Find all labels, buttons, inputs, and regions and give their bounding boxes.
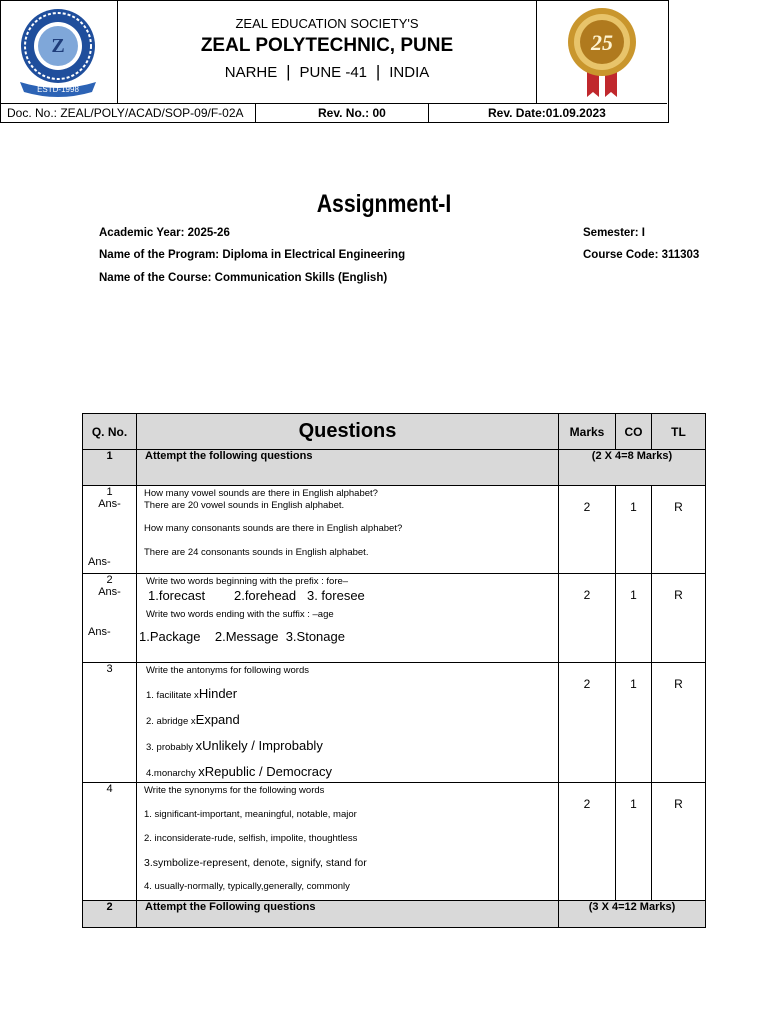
antonym-answer: Hinder — [198, 686, 238, 701]
question-text: Write two words beginning with the prefix : fore– — [146, 576, 349, 587]
svg-text:25: 25 — [591, 30, 613, 55]
section-number: 1 — [83, 450, 137, 486]
answer-text: There are 20 vowel sounds in English alphabet. — [144, 500, 345, 511]
answer-label: Ans- — [88, 626, 111, 638]
tl-value: R — [652, 663, 706, 783]
question-text: Write the synonyms for the following words — [144, 785, 325, 796]
co-value: 1 — [616, 783, 652, 901]
document-header — [0, 0, 669, 123]
question-row — [83, 574, 706, 663]
right-logo-cell — [536, 0, 668, 103]
tl-value: R — [652, 486, 706, 574]
marks-value: 2 — [559, 574, 616, 663]
question-text: Write the antonyms for following words — [146, 665, 309, 676]
college-location: NARHE | PUNE -41 | INDIA — [224, 62, 430, 81]
question-text: How many vowel sounds are there in English alphabet? — [144, 488, 378, 499]
section-instruction: Attempt the Following questions — [137, 901, 559, 928]
answer-text: There are 24 consonants sounds in English alphabet. — [144, 547, 369, 558]
question-number: 3 — [83, 663, 137, 783]
antonym-word: 1. facilitate x — [146, 690, 199, 701]
co-value: 1 — [616, 574, 652, 663]
answer-label: Ans- — [98, 586, 121, 598]
synonym-item: 3.symbolize-represent, denote, signify, stand for — [144, 857, 367, 869]
svg-text:ESTD-1998: ESTD-1998 — [37, 85, 79, 94]
section-number: 2 — [83, 901, 137, 928]
society-name: ZEAL EDUCATION SOCIETY'S — [235, 16, 419, 31]
antonym-answer: xUnlikely / Improbably — [195, 738, 323, 753]
section-marks: (2 X 4=8 Marks) — [559, 450, 706, 486]
header-tl: TL — [652, 414, 706, 450]
marks-value: 2 — [559, 663, 616, 783]
section-marks: (3 X 4=12 Marks) — [559, 901, 706, 928]
assignment-title: Assignment-I — [316, 190, 452, 218]
question-row — [83, 486, 706, 574]
antonym-word: 2. abridge x — [146, 716, 196, 727]
co-value: 1 — [616, 486, 652, 574]
header-marks: Marks — [559, 414, 616, 450]
semester: Semester: I — [583, 227, 646, 239]
doc-number: Doc. No.: ZEAL/POLY/ACAD/SOP-09/F-02A — [7, 106, 244, 120]
answer-text: 1.Package 2.Message 3.Stonage — [139, 629, 345, 644]
institution-block — [118, 0, 536, 103]
antonym-answer: xRepublic / Democracy — [198, 764, 332, 779]
answer-label: Ans- — [98, 498, 121, 510]
marks-value: 2 — [559, 486, 616, 574]
course-name: Name of the Course: Communication Skills (English) — [99, 272, 388, 284]
antonym-word: 4.monarchy — [146, 768, 199, 779]
silver-jubilee-25-logo — [537, 0, 668, 103]
header-questions: Questions — [137, 414, 559, 450]
marks-value: 2 — [559, 783, 616, 901]
question-number: 2 — [106, 574, 113, 586]
tl-value: R — [652, 783, 706, 901]
left-logo-cell — [0, 0, 118, 103]
location-country: INDIA — [389, 64, 430, 81]
question-number: 4 — [83, 783, 137, 901]
antonym-answer: Expand — [195, 712, 240, 727]
question-text: How many consonants sounds are there in English alphabet? — [144, 523, 403, 534]
zeal-emblem-logo — [0, 0, 117, 103]
college-name: ZEAL POLYTECHNIC, PUNE — [200, 35, 454, 56]
question-row — [83, 783, 706, 901]
location-city: PUNE -41 — [299, 64, 368, 81]
co-value: 1 — [616, 663, 652, 783]
question-row — [83, 663, 706, 783]
academic-year: Academic Year: 2025-26 — [99, 227, 230, 239]
header-qno: Q. No. — [83, 414, 137, 450]
question-text: Write two words ending with the suffix : –age — [146, 609, 334, 620]
revision-date: Rev. Date:01.09.2023 — [488, 106, 606, 120]
antonym-word: 3. probably — [146, 742, 196, 753]
synonym-item: 1. significant-important, meaningful, notable, major — [144, 809, 357, 820]
section-row-2 — [83, 901, 706, 928]
document-control-row — [0, 103, 667, 122]
answer-label: Ans- — [88, 556, 111, 568]
header-co: CO — [616, 414, 652, 450]
course-code: Course Code: 311303 — [583, 249, 700, 261]
questions-table — [82, 413, 706, 928]
synonym-item: 4. usually-normally, typically,generally, commonly — [144, 881, 350, 892]
svg-text:Z: Z — [51, 35, 65, 57]
tl-value: R — [652, 574, 706, 663]
section-row-1 — [83, 450, 706, 486]
program-name: Name of the Program: Diploma in Electrical Engineering — [99, 249, 406, 261]
section-instruction: Attempt the following questions — [137, 450, 559, 486]
synonym-item: 2. inconsiderate-rude, selfish, impolite, thoughtless — [144, 833, 358, 844]
location-area: NARHE — [224, 64, 278, 81]
question-number: 1 — [106, 486, 113, 498]
revision-number: Rev. No.: 00 — [318, 106, 386, 120]
answer-text: 1.forecast 2.forehead 3. foresee — [148, 588, 365, 603]
